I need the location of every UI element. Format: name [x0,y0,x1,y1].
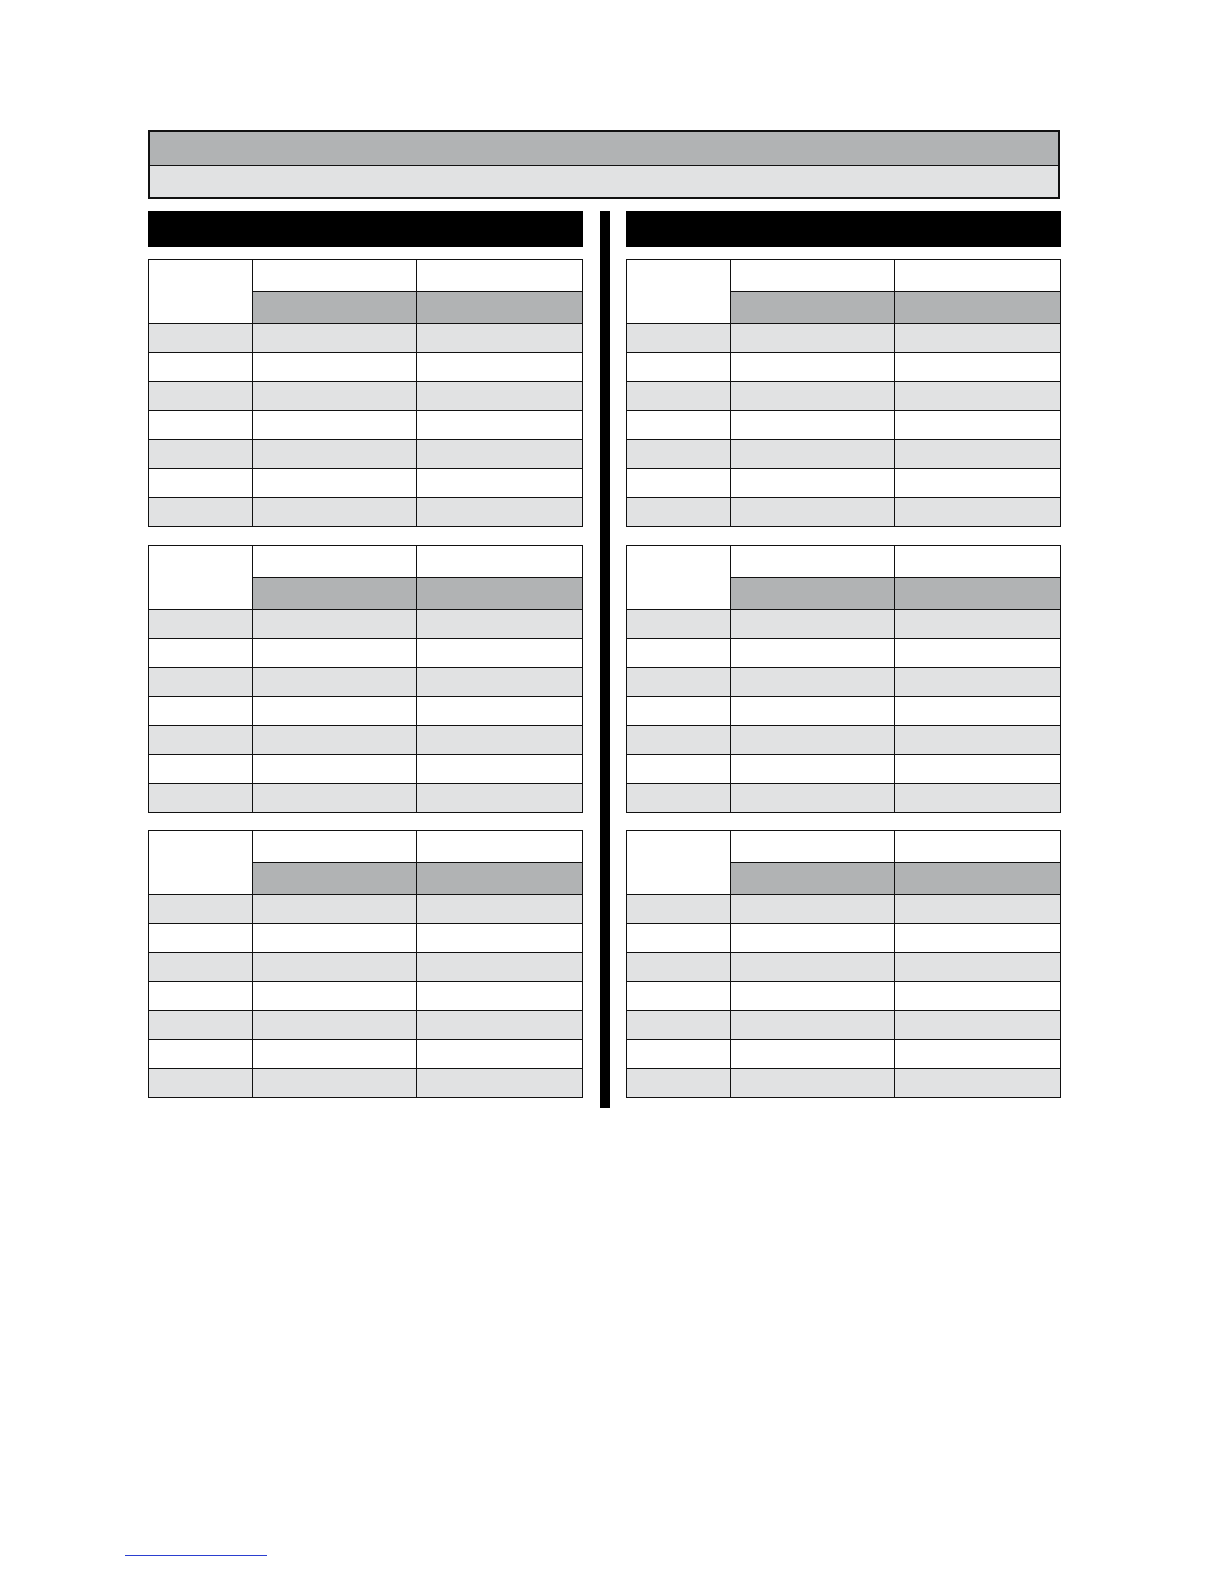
table-row [627,755,1061,784]
data-table [626,545,1061,813]
table-row [149,1040,583,1069]
table-cell [895,895,1061,924]
table-row [627,382,1061,411]
table-row [627,982,1061,1011]
table-cell [149,498,253,527]
table-cell [417,697,583,726]
column-subheader [731,292,895,324]
column-subheader [895,578,1061,610]
column-header [253,260,417,292]
table-cell [895,697,1061,726]
table-cell [417,895,583,924]
table-cell [627,1011,731,1040]
table-cell [627,353,731,382]
table-cell [149,639,253,668]
table-cell [253,668,417,697]
table-cell [149,1040,253,1069]
column-subheader [417,578,583,610]
table-row [627,440,1061,469]
table-cell [417,411,583,440]
table-cell [149,755,253,784]
table-cell [149,610,253,639]
table-cell [253,639,417,668]
table-cell [895,440,1061,469]
table-row [149,895,583,924]
column-header [417,260,583,292]
table-cell [149,784,253,813]
column-header [731,831,895,863]
table-cell [253,498,417,527]
table-row [627,726,1061,755]
table-cell [253,353,417,382]
table-cell [895,610,1061,639]
table-cell [253,697,417,726]
table-corner-cell [149,546,253,610]
table-cell [253,469,417,498]
table-corner-cell [627,260,731,324]
table-cell [895,639,1061,668]
data-table [148,259,583,527]
table-cell [731,784,895,813]
table-cell [731,382,895,411]
table-row [149,668,583,697]
table-corner-cell [627,831,731,895]
table-cell [731,498,895,527]
column-subheader [253,578,417,610]
table-cell [895,784,1061,813]
table-corner-cell [149,260,253,324]
column-subheader [895,292,1061,324]
table-cell [731,353,895,382]
table-cell [895,924,1061,953]
table-row [149,924,583,953]
table-cell [627,697,731,726]
table-cell [253,1069,417,1098]
table-cell [253,953,417,982]
column-header [895,546,1061,578]
column-header [895,260,1061,292]
table-row [149,411,583,440]
table-cell [627,469,731,498]
table-cell [253,924,417,953]
table-row [627,924,1061,953]
column-subheader [731,863,895,895]
table-row [627,353,1061,382]
table-cell [417,639,583,668]
table-cell [149,353,253,382]
table-cell [895,411,1061,440]
table-cell [149,697,253,726]
table-cell [627,440,731,469]
table-cell [253,440,417,469]
table-cell [149,924,253,953]
table-row [149,755,583,784]
table-cell [731,469,895,498]
table-cell [417,726,583,755]
column-subheader [253,863,417,895]
data-table [626,830,1061,1098]
table-row [627,498,1061,527]
column-subheader [253,292,417,324]
right-column-heading [626,211,1061,247]
footer-link-underline [125,1555,267,1556]
table-row [149,440,583,469]
table-cell [627,755,731,784]
table-cell [895,726,1061,755]
table-row [149,784,583,813]
table-cell [627,784,731,813]
table-cell [731,610,895,639]
table-corner-cell [627,546,731,610]
table-cell [149,324,253,353]
table-cell [895,498,1061,527]
table-cell [627,639,731,668]
table-cell [149,469,253,498]
table-cell [149,668,253,697]
column-header [731,546,895,578]
table-row [627,1040,1061,1069]
column-header [253,831,417,863]
table-cell [149,726,253,755]
table-cell [731,324,895,353]
table-cell [895,953,1061,982]
table-cell [417,382,583,411]
table-cell [417,353,583,382]
table-cell [627,726,731,755]
table-cell [149,411,253,440]
table-cell [417,1011,583,1040]
table-row [149,498,583,527]
column-header [417,546,583,578]
table-row [149,953,583,982]
table-row [627,1011,1061,1040]
table-cell [627,411,731,440]
table-cell [417,982,583,1011]
table-cell [253,1011,417,1040]
table-cell [417,755,583,784]
column-header [895,831,1061,863]
table-cell [417,469,583,498]
table-cell [417,1040,583,1069]
table-cell [253,610,417,639]
table-cell [731,639,895,668]
table-row [149,1011,583,1040]
data-table [148,830,583,1098]
table-cell [149,895,253,924]
table-cell [895,353,1061,382]
table-cell [627,610,731,639]
column-header [731,260,895,292]
table-cell [149,1069,253,1098]
table-cell [731,411,895,440]
page-subtitle [150,166,1058,197]
table-cell [627,1069,731,1098]
column-header [417,831,583,863]
table-row [627,895,1061,924]
table-cell [895,1040,1061,1069]
table-row [149,324,583,353]
table-row [149,353,583,382]
table-cell [731,953,895,982]
table-cell [895,668,1061,697]
column-header [253,546,417,578]
table-cell [627,668,731,697]
table-row [627,469,1061,498]
table-cell [731,924,895,953]
table-row [627,668,1061,697]
table-cell [627,924,731,953]
table-row [627,324,1061,353]
table-row [627,784,1061,813]
table-cell [895,982,1061,1011]
table-cell [627,324,731,353]
table-cell [627,982,731,1011]
table-row [627,610,1061,639]
table-row [149,697,583,726]
table-cell [253,784,417,813]
data-table [148,545,583,813]
table-cell [731,895,895,924]
table-row [149,469,583,498]
table-cell [417,953,583,982]
table-row [149,982,583,1011]
table-cell [417,784,583,813]
table-cell [731,1040,895,1069]
table-cell [895,382,1061,411]
table-cell [627,382,731,411]
table-cell [895,755,1061,784]
table-cell [149,382,253,411]
table-cell [417,324,583,353]
table-cell [417,440,583,469]
table-cell [253,755,417,784]
table-cell [731,982,895,1011]
table-row [627,411,1061,440]
table-row [149,1069,583,1098]
table-row [627,1069,1061,1098]
table-cell [627,895,731,924]
title-block [148,130,1060,199]
table-cell [627,1040,731,1069]
table-cell [731,726,895,755]
data-table [626,259,1061,527]
table-cell [731,1069,895,1098]
table-row [627,697,1061,726]
table-row [627,953,1061,982]
table-cell [731,1011,895,1040]
table-cell [253,895,417,924]
table-cell [731,697,895,726]
table-cell [895,1011,1061,1040]
table-cell [417,1069,583,1098]
column-subheader [895,863,1061,895]
table-row [149,610,583,639]
column-subheader [731,578,895,610]
table-row [149,382,583,411]
table-cell [253,726,417,755]
table-cell [253,324,417,353]
table-cell [253,982,417,1011]
column-subheader [417,863,583,895]
table-cell [253,1040,417,1069]
table-corner-cell [149,831,253,895]
table-cell [417,924,583,953]
table-cell [149,440,253,469]
table-cell [627,953,731,982]
table-cell [731,440,895,469]
column-divider [600,211,610,1108]
table-row [149,639,583,668]
table-cell [731,668,895,697]
table-cell [253,411,417,440]
table-cell [149,1011,253,1040]
page-title [150,132,1058,166]
table-cell [895,469,1061,498]
table-row [149,726,583,755]
table-cell [417,610,583,639]
table-cell [895,1069,1061,1098]
table-cell [149,982,253,1011]
table-cell [731,755,895,784]
table-row [627,639,1061,668]
table-cell [417,498,583,527]
table-cell [895,324,1061,353]
table-cell [253,382,417,411]
column-subheader [417,292,583,324]
table-cell [149,953,253,982]
table-cell [417,668,583,697]
table-cell [627,498,731,527]
left-column-heading [148,211,583,247]
